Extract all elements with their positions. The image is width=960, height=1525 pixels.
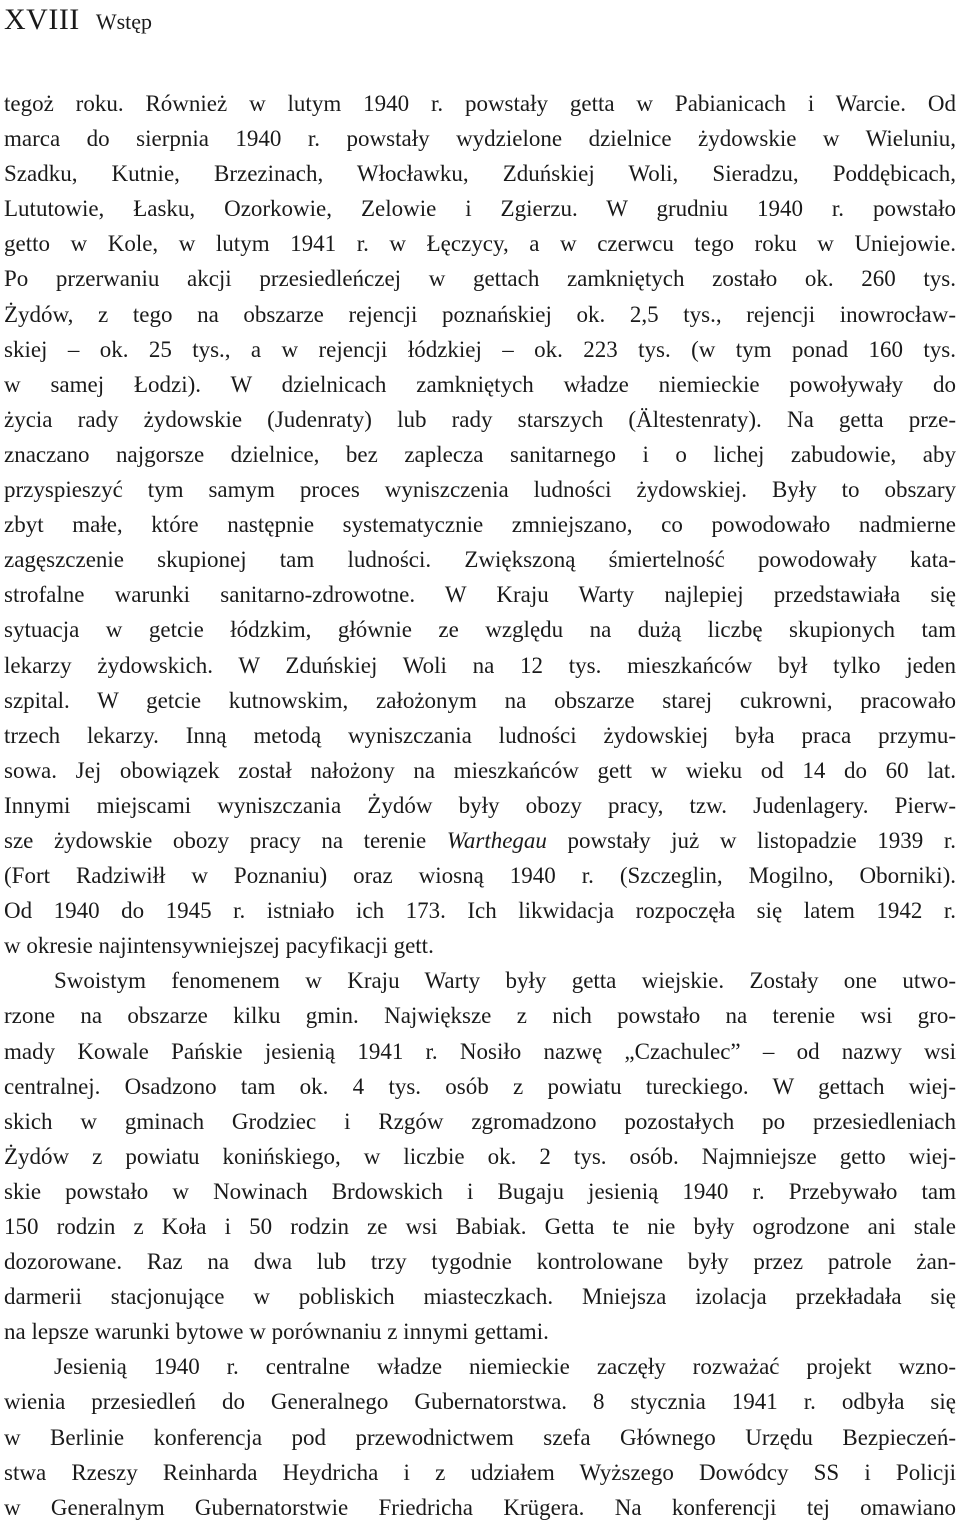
text-run: powstały już w listopadzie 1939 r.: [546, 827, 956, 853]
text-run: sze żydowskie obozy pracy na terenie: [4, 827, 447, 853]
text-line: skiej – ok. 25 tys., a w rejencji łódzkiej – ok. 223 tys. (w tym ponad 160 tys.: [4, 336, 956, 362]
running-head: Wstęp: [95, 9, 153, 34]
text-line: skich w gminach Grodziec i Rzgów zgromadzono pozostałych po przesiedleniach: [4, 1108, 956, 1134]
text-line: trzech lekarzy. Inną metodą wyniszczania ludności żydowskiej była praca przymu-: [4, 722, 956, 748]
text-line: w Generalnym Gubernatorstwie Friedricha Krügera. Na konferencji tej omawiano: [4, 1494, 956, 1520]
page-number: XVIII: [4, 3, 80, 36]
body-text: [4, 86, 956, 1525]
text-line: darmerii stacjonujące w pobliskich miasteczkach. Mniejsza izolacja przekładała się: [4, 1284, 956, 1310]
text-line: Lututowie, Łasku, Ozorkowie, Zelowie i Zgierzu. W grudniu 1940 r. powstało: [4, 196, 956, 222]
text-line: sowa. Jej obowiązek został nałożony na mieszkańców gett w wieku od 14 do 60 lat.: [4, 757, 956, 783]
text-line: Od 1940 do 1945 r. istniało ich 173. Ich likwidacja rozpoczęła się latem 1942 r.: [4, 898, 956, 924]
text-line: zbyt małe, które następnie systematycznie zmniejszano, co powodowało nadmierne: [4, 512, 956, 538]
text-line: (Fort Radziwiłł w Poznaniu) oraz wiosną 1940 r. (Szczeglin, Mogilno, Oborniki).: [4, 863, 956, 889]
text-line: lekarzy żydowskich. W Zduńskiej Woli na 12 tys. mieszkańców był tylko jeden: [4, 652, 956, 678]
text-line: Żydów, z tego na obszarze rejencji poznańskiej ok. 2,5 tys., rejencji inowrocław-: [4, 301, 956, 327]
text-line: znaczano najgorsze dzielnice, bez zaplecza sanitarnego i o lichej zabudowie, aby: [4, 441, 956, 467]
text-line: w okresie najintensywniejszej pacyfikacji gett.: [4, 933, 434, 959]
text-line: stwa Rzeszy Reinharda Heydricha i z udziałem Wyższego Dowódcy SS i Policji: [4, 1459, 956, 1485]
text-line: w samej Łodzi). W dzielnicach zamkniętych władze niemieckie powoływały do: [4, 371, 956, 397]
text-line: Innymi miejscami wyniszczania Żydów były obozy pracy, tzw. Judenlagery. Pierw-: [4, 792, 956, 818]
text-line: na lepsze warunki bytowe w porównaniu z innymi gettami.: [4, 1319, 549, 1345]
text-line: życia rady żydowskie (Judenraty) lub rady starszych (Ältestenraty). Na getta prze-: [4, 406, 956, 432]
text-line: przyspieszyć tym samym proces wyniszczenia ludności żydowskiej. Były to obszary: [4, 477, 956, 503]
text-line: sytuacja w getcie łódzkim, głównie ze względu na dużą liczbę skupionych tam: [4, 617, 956, 643]
text-line: Po przerwaniu akcji przesiedleńczej w gettach zamkniętych zostało ok. 260 tys.: [4, 266, 956, 292]
text-line: zagęszczenie skupionej tam ludności. Zwiększoną śmiertelność powodowały kata-: [4, 547, 956, 573]
text-line: tegoż roku. Również w lutym 1940 r. powstały getta w Pabianicach i Warcie. Od: [4, 91, 956, 116]
text-line: strofalne warunki sanitarno-zdrowotne. W Kraju Warty najlepiej przedstawiała się: [4, 582, 956, 608]
text-line: 150 rodzin z Koła i 50 rodzin ze wsi Babiak. Getta te nie były ogrodzone ani stale: [4, 1214, 956, 1239]
text-line: Szadku, Kutnie, Brzezinach, Włocławku, Zduńskiej Woli, Sieradzu, Poddębicach,: [4, 161, 956, 187]
text-line: centralnej. Osadzono tam ok. 4 tys. osób z powiatu tureckiego. W gettach wiej-: [4, 1073, 956, 1099]
text-line: Żydów z powiatu konińskiego, w liczbie ok. 2 tys. osób. Najmniejsze getto wiej-: [4, 1143, 956, 1169]
text-line: skie powstało w Nowinach Brdowskich i Bugaju jesienią 1940 r. Przebywało tam: [4, 1178, 956, 1204]
text-line: mady Kowale Pańskie jesienią 1941 r. Nosiło nazwę „Czachulec” – od nazwy wsi: [4, 1038, 956, 1064]
italic-term: Warthegau: [446, 827, 547, 853]
text-line: Swoistym fenomenem w Kraju Warty były getta wiejskie. Zostały one utwo-: [54, 968, 956, 994]
text-line: dozorowane. Raz na dwa lub trzy tygodnie kontrolowane były przez patrole żan-: [4, 1249, 956, 1275]
text-line: Jesienią 1940 r. centralne władze niemieckie zaczęły rozważać projekt wzno-: [54, 1354, 956, 1380]
text-line: [4, 823, 956, 858]
text-line: w Berlinie konferencja pod przewodnictwem szefa Głównego Urzędu Bezpieczeń-: [4, 1424, 956, 1450]
text-line: getto w Kole, w lutym 1941 r. w Łęczycy, a w czerwcu tego roku w Uniejowie.: [4, 231, 956, 257]
text-line: marca do sierpnia 1940 r. powstały wydzielone dzielnice żydowskie w Wieluniu,: [4, 126, 956, 152]
page-header: [4, 0, 152, 48]
text-line: rzone na obszarze kilku gmin. Największe z nich powstało na terenie wsi gro-: [4, 1003, 956, 1029]
text-line: wienia przesiedleń do Generalnego Gubernatorstwa. 8 stycznia 1941 r. odbyła się: [4, 1389, 956, 1415]
text-line: szpital. W getcie kutnowskim, założonym na obszarze starej cukrowni, pracowało: [4, 687, 956, 713]
